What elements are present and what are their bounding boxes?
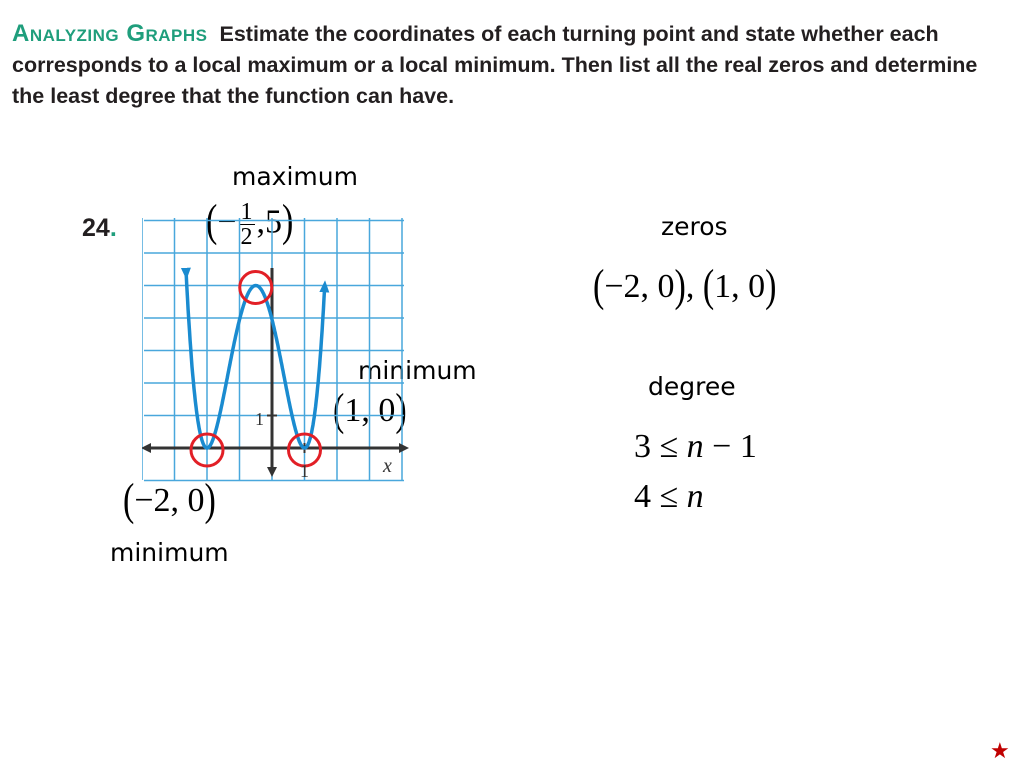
circle-maximum <box>240 272 272 304</box>
zeros-separator: , <box>685 268 695 305</box>
degree-line1-right: − 1 <box>703 428 757 465</box>
minimum-right-coords: 1, 0 <box>344 392 396 429</box>
minimum-right-label: minimum <box>358 356 477 385</box>
degree-line2-var: n <box>686 478 704 515</box>
function-graph <box>142 214 412 492</box>
section-title: Analyzing Graphs <box>12 20 208 47</box>
degree-line1-left: 3 ≤ <box>634 428 687 465</box>
x-tick-label: 1 <box>300 461 309 481</box>
degree-inequality-1 <box>634 428 757 466</box>
degree-label: degree <box>648 372 736 401</box>
axes <box>146 268 404 472</box>
maximum-point: (− $\frac{1}{2}$ ,5) <box>206 196 294 250</box>
minimum-left-point: (−2, 0) <box>123 475 216 526</box>
zeros-label: zeros <box>661 212 728 241</box>
maximum-point-sign: − <box>217 203 237 241</box>
x-axis-label: x <box>383 455 392 477</box>
instructions-header <box>12 18 1012 112</box>
degree-inequality-2 <box>634 478 704 516</box>
fraction-denominator: 2 <box>240 224 253 250</box>
zero-first: −2, 0 <box>604 268 675 305</box>
problem-number <box>82 214 117 243</box>
zeros-list: (−2, 0), (1, 0) <box>593 261 777 312</box>
maximum-point-y: 5 <box>265 203 283 241</box>
y-tick-label: 1 <box>255 409 264 429</box>
maximum-label: maximum <box>232 162 358 191</box>
instructions-text: Estimate the coordinates of each turning point and state whether each corresponds to a local maximum or a local minimum. Then list all the real zeros and determine the least degree that the function can have. <box>12 22 978 108</box>
minimum-left-label: minimum <box>110 538 229 567</box>
degree-line1-var: n <box>686 428 704 465</box>
star-icon: ★ <box>990 738 1010 763</box>
minimum-left-coords: −2, 0 <box>134 482 205 519</box>
turning-point-markers <box>191 272 321 467</box>
problem-number-value: 24 <box>82 214 110 242</box>
problem-number-dot: . <box>109 214 117 242</box>
fraction-numerator: 1 <box>240 199 253 225</box>
degree-line2-left: 4 ≤ <box>634 478 687 515</box>
minimum-right-point: (1, 0) <box>333 385 407 436</box>
zero-second: 1, 0 <box>714 268 766 305</box>
